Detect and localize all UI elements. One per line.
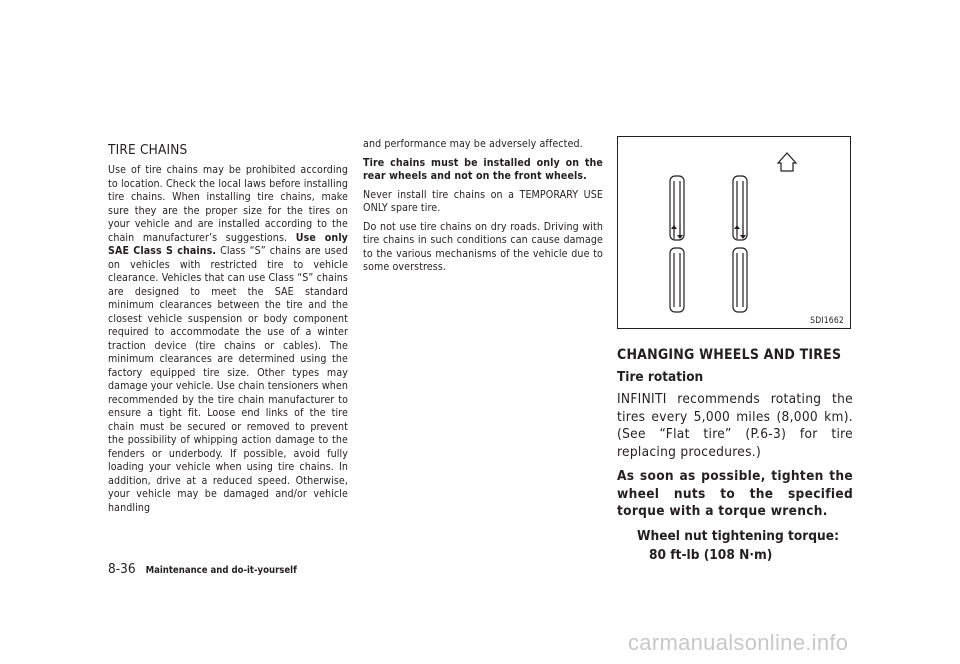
middle-paragraph-1: and performance may be adversely affected. [363,138,583,150]
tire-front-right [733,176,747,240]
dry-roads-note: Do not use tire chains on dry roads. Driving with tire chains in such conditions can cause damage to the various mechanisms of the vehicle due to some overstress. [363,220,603,273]
rear-wheels-warning: Tire chains must be installed only on the rear wheels and not on the front wheels. [363,156,603,182]
tire-rotation-subheading: Tire rotation [617,369,704,385]
swap-arrows-icon [671,225,746,239]
page-number: 8-36 [108,561,136,577]
tire-front-left [670,176,684,240]
watermark: carmanualsonline.info [628,630,849,655]
tire-rear-right [733,248,747,312]
section-title: Maintenance and do-it-yourself [145,565,297,576]
tire-rear-left [670,248,684,312]
right-column [617,136,853,564]
figure-label: SDI1662 [810,316,844,326]
tire-chains-heading: TIRE CHAINS [108,142,188,158]
front-arrow-icon [778,153,796,171]
changing-wheels-heading: CHANGING WHEELS AND TIRES [617,347,842,363]
torque-spec-label: Wheel nut tightening torque: [637,527,839,544]
left-column [108,142,348,520]
tire-rotation-diagram [618,137,852,330]
spare-tire-note: Never install tire chains on a TEMPORARY USE ONLY spare tire. [363,188,603,214]
rotation-paragraph: INFINITI recommends rotating the tires every 5,000 miles (8,000 km). (See “Flat tire” (P.6-3) for tire replacing procedures.) [617,391,853,460]
torque-spec-value: 80 ft-lb (108 N·m) [649,546,773,563]
middle-column [363,138,603,280]
page-footer [108,561,297,577]
tire-rotation-figure [617,136,851,329]
tire-chains-paragraph: Use of tire chains may be prohibited according to location. Check the local laws before installing tire chains. When installing tire chains, make sure they are the proper size for the tires on your vehicle and are installed according to the chain manufacturer’s suggestions. Use only SAE Class S chains. Class “S” chains are used on vehicles with restricted tire to vehicle clearance. Vehicles that can use Class “S” chains are designed to meet the SAE standard minimum clearances between the tire and the closest vehicle suspension or body component required to accommodate the use of a winter traction device (tire chains or cables). The minimum clearances are determined using the factory equipped tire size. Other types may damage your vehicle. Use chain tensioners when recommended by the tire chain manufacturer to ensure a tight fit. Loose end links of the tire chain must be secured or removed to prevent the possibility of whipping action damage to the fenders or underbody. If possible, avoid fully loading your vehicle when using tire chains. In addition, drive at a reduced speed. Otherwise, your vehicle may be damaged and/or vehicle handling [108,164,348,514]
torque-warning: As soon as possible, tighten the wheel nuts to the specified torque with a torque wrench. [617,468,853,519]
